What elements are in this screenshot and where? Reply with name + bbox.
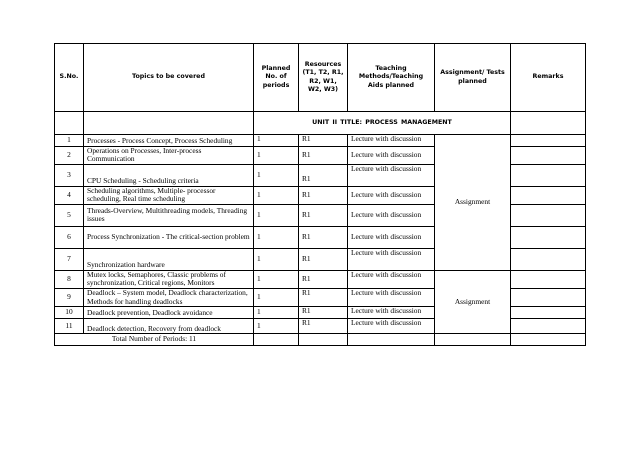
row-topic: Processes - Process Concept, Process Scheduling (84, 135, 254, 147)
row-method: Lecture with discussion (348, 307, 435, 319)
row-method: Lecture with discussion (348, 164, 435, 186)
total-spacer (254, 334, 299, 346)
row-resource: R1 (299, 248, 348, 270)
row-remarks (511, 186, 586, 204)
row-resource: R1 (299, 164, 348, 186)
row-sno: 11 (55, 318, 84, 334)
row-method: Lecture with discussion (348, 135, 435, 147)
table-row (55, 135, 586, 147)
row-method: Lecture with discussion (348, 289, 435, 307)
row-resource: R1 (299, 146, 348, 164)
row-sno: 9 (55, 289, 84, 307)
row-topic: CPU Scheduling - Scheduling criteria (84, 164, 254, 186)
header-assignment: Assignment/ Tests planned (435, 44, 511, 112)
row-sno: 5 (55, 204, 84, 226)
header-row (55, 44, 586, 112)
row-periods: 1 (254, 186, 299, 204)
total-spacer (435, 334, 511, 346)
table-row (55, 270, 586, 288)
total-row (55, 334, 586, 346)
row-method: Lecture with discussion (348, 248, 435, 270)
row-topic: Process Synchronization - The critical-section problem (84, 226, 254, 248)
row-periods: 1 (254, 307, 299, 319)
row-method: Lecture with discussion (348, 226, 435, 248)
row-sno: 7 (55, 248, 84, 270)
row-remarks (511, 204, 586, 226)
row-sno: 3 (55, 164, 84, 186)
row-resource: R1 (299, 289, 348, 307)
row-remarks (511, 226, 586, 248)
header-planned-periods: Planned No. of periods (254, 44, 299, 112)
row-remarks (511, 318, 586, 334)
row-topic: Synchronization hardware (84, 248, 254, 270)
row-resource: R1 (299, 204, 348, 226)
row-sno: 8 (55, 270, 84, 288)
row-resource: R1 (299, 226, 348, 248)
row-periods: 1 (254, 226, 299, 248)
row-method: Lecture with discussion (348, 146, 435, 164)
unit-spacer (55, 112, 84, 135)
row-remarks (511, 289, 586, 307)
header-sno: S.No. (55, 44, 84, 112)
row-remarks (511, 307, 586, 319)
header-resources: Resources (T1, T2, R1, R2, W1, W2, W3) (299, 44, 348, 112)
unit-row (55, 112, 586, 135)
row-periods: 1 (254, 164, 299, 186)
row-remarks (511, 164, 586, 186)
total-spacer (299, 334, 348, 346)
row-remarks (511, 270, 586, 288)
assignment-cell: Assignment (435, 270, 511, 333)
header-topics: Topics to be covered (84, 44, 254, 112)
row-method: Lecture with discussion (348, 186, 435, 204)
row-sno: 2 (55, 146, 84, 164)
row-resource: R1 (299, 270, 348, 288)
row-remarks (511, 146, 586, 164)
row-periods: 1 (254, 248, 299, 270)
lesson-plan-page (54, 43, 586, 346)
row-periods: 1 (254, 135, 299, 147)
row-sno: 10 (55, 307, 84, 319)
row-resource: R1 (299, 186, 348, 204)
row-resource: R1 (299, 307, 348, 319)
row-remarks (511, 248, 586, 270)
row-method: Lecture with discussion (348, 270, 435, 288)
lesson-plan-table (54, 43, 586, 346)
total-spacer (511, 334, 586, 346)
row-sno: 4 (55, 186, 84, 204)
row-method: Lecture with discussion (348, 204, 435, 226)
row-resource: R1 (299, 135, 348, 147)
header-teaching-methods: Teaching Methods/Teaching Aids planned (348, 44, 435, 112)
row-periods: 1 (254, 318, 299, 334)
row-sno: 1 (55, 135, 84, 147)
row-topic: Deadlock – System model, Deadlock characterization, Methods for handling deadlocks (84, 289, 254, 307)
row-periods: 1 (254, 289, 299, 307)
row-topic: Mutex locks, Semaphores, Classic problems of synchronization, Critical regions, Monitors (84, 270, 254, 288)
row-remarks (511, 135, 586, 147)
row-method: Lecture with discussion (348, 318, 435, 334)
assignment-cell: Assignment (435, 135, 511, 271)
row-topic: Deadlock prevention, Deadlock avoidance (84, 307, 254, 319)
unit-spacer (84, 112, 254, 135)
row-topic: Operations on Processes, Inter-process Communication (84, 146, 254, 164)
row-periods: 1 (254, 146, 299, 164)
unit-title: UNIT II TITLE: PROCESS MANAGEMENT (254, 112, 511, 135)
total-periods: Total Number of Periods: 11 (55, 334, 254, 346)
row-periods: 1 (254, 204, 299, 226)
header-remarks: Remarks (511, 44, 586, 112)
row-topic: Scheduling algorithms, Multiple- processor scheduling, Real time scheduling (84, 186, 254, 204)
row-topic: Threads-Overview, Multithreading models, Threading issues (84, 204, 254, 226)
row-resource: R1 (299, 318, 348, 334)
unit-spacer (511, 112, 586, 135)
row-periods: 1 (254, 270, 299, 288)
row-sno: 6 (55, 226, 84, 248)
row-topic: Deadlock detection, Recovery from deadlock (84, 318, 254, 334)
total-spacer (348, 334, 435, 346)
